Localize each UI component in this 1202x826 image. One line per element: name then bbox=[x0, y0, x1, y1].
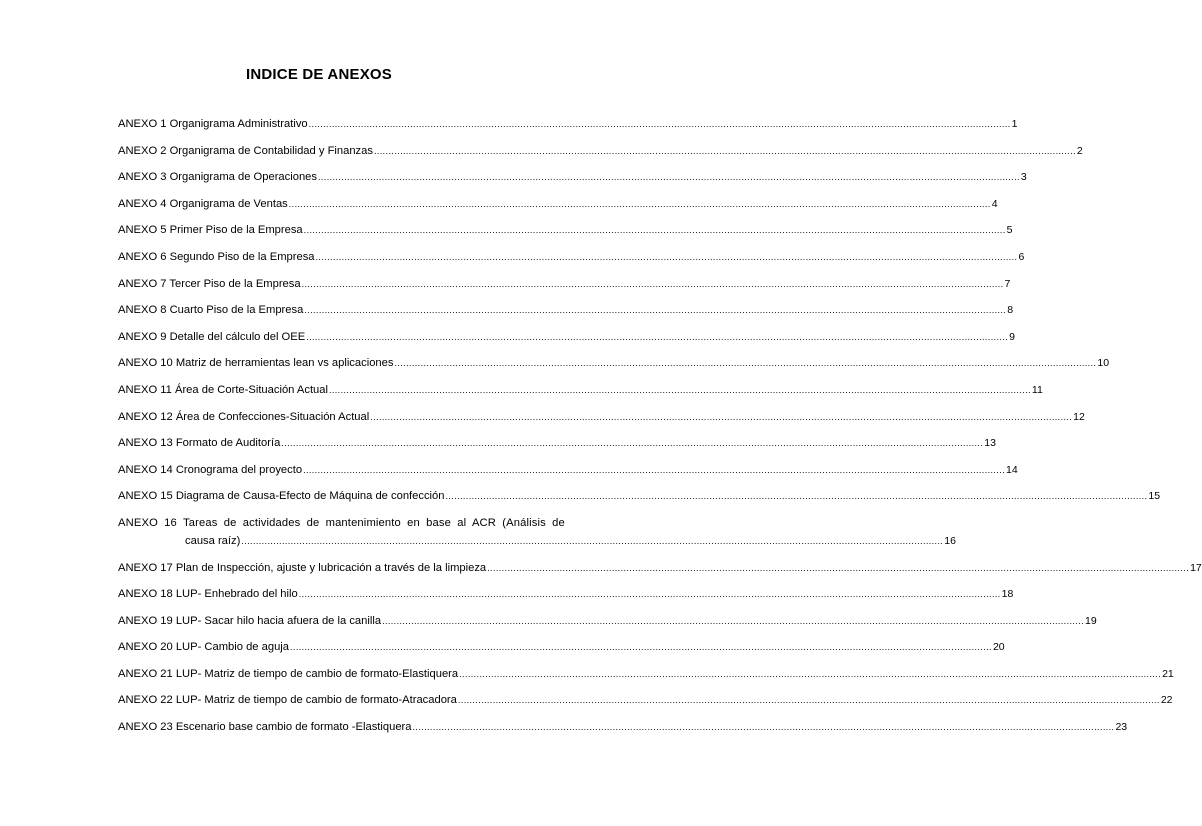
dot-leader bbox=[289, 197, 991, 211]
toc-entry-19[interactable] bbox=[118, 614, 1097, 628]
toc-entry-label: ANEXO 10 Matriz de herramientas lean vs aplicaciones bbox=[118, 357, 394, 370]
toc-entry-label: ANEXO 23 Escenario base cambio de formato -Elastiquera bbox=[118, 721, 412, 734]
toc-entry-label: ANEXO 5 Primer Piso de la Empresa bbox=[118, 224, 303, 237]
toc-entry-page: 5 bbox=[1006, 224, 1013, 237]
toc-entry-1[interactable] bbox=[118, 117, 1018, 131]
toc-entry-label: ANEXO 16 Tareas de actividades de mantenimiento en base al ACR (Análisis de bbox=[118, 516, 565, 529]
toc-entry-label: ANEXO 8 Cuarto Piso de la Empresa bbox=[118, 304, 304, 317]
toc-entry-page: 2 bbox=[1076, 144, 1083, 157]
toc-entry-17[interactable] bbox=[118, 561, 1202, 575]
toc-entry-12[interactable] bbox=[118, 410, 1085, 424]
toc-entry-15[interactable] bbox=[118, 489, 1161, 503]
toc-entry-page: 17 bbox=[1190, 561, 1202, 574]
dot-leader bbox=[309, 117, 1011, 131]
toc-entry-page: 9 bbox=[1009, 330, 1015, 343]
toc-entry-8[interactable] bbox=[118, 303, 1014, 317]
toc-entry-21[interactable] bbox=[118, 667, 1174, 681]
toc-entry-18[interactable] bbox=[118, 587, 1014, 601]
dot-leader bbox=[413, 720, 1115, 734]
toc-entry-11[interactable] bbox=[118, 383, 1043, 397]
toc-entry-page: 23 bbox=[1115, 721, 1128, 734]
toc-entry-page: 20 bbox=[992, 641, 1005, 654]
toc-entry-page: 3 bbox=[1020, 171, 1027, 184]
toc-entry-page: 19 bbox=[1084, 614, 1097, 627]
dot-leader bbox=[290, 640, 992, 654]
toc-entry-page: 4 bbox=[991, 197, 998, 210]
toc-entry-14[interactable] bbox=[118, 463, 1018, 477]
toc-entry-page: 12 bbox=[1073, 410, 1085, 423]
toc-entry-label-continued: causa raíz) bbox=[185, 534, 241, 547]
toc-entry-22[interactable] bbox=[118, 693, 1173, 707]
dot-leader bbox=[281, 436, 983, 450]
toc-entry-label: ANEXO 14 Cronograma del proyecto bbox=[118, 463, 303, 476]
dot-leader bbox=[446, 489, 1148, 503]
dot-leader bbox=[304, 223, 1006, 237]
toc-entry-10[interactable] bbox=[118, 356, 1110, 370]
dot-leader bbox=[394, 356, 1096, 370]
dot-leader bbox=[241, 534, 943, 548]
toc-entry-label: ANEXO 3 Organigrama de Operaciones bbox=[118, 171, 317, 184]
toc-entry-label: ANEXO 15 Diagrama de Causa-Efecto de Máquina de confección bbox=[118, 490, 445, 503]
dot-leader bbox=[370, 410, 1072, 424]
table-of-contents bbox=[118, 117, 1202, 747]
toc-entry-page: 8 bbox=[1007, 304, 1014, 317]
dot-leader bbox=[382, 614, 1084, 628]
toc-entry-9[interactable] bbox=[118, 330, 1015, 344]
toc-entry-5[interactable] bbox=[118, 223, 1013, 237]
dot-leader bbox=[299, 587, 1001, 601]
toc-entry-label: ANEXO 9 Detalle del cálculo del OEE bbox=[118, 330, 306, 343]
toc-entry-page: 7 bbox=[1004, 277, 1011, 290]
dot-leader bbox=[329, 383, 1031, 397]
dot-leader bbox=[459, 667, 1161, 681]
toc-entry-2[interactable] bbox=[118, 144, 1083, 158]
dot-leader bbox=[303, 463, 1005, 477]
dot-leader bbox=[316, 250, 1018, 264]
toc-entry-label: ANEXO 6 Segundo Piso de la Empresa bbox=[118, 250, 315, 263]
dot-leader bbox=[306, 330, 1008, 344]
toc-entry-7[interactable] bbox=[118, 277, 1011, 291]
toc-entry-label: ANEXO 21 LUP- Matriz de tiempo de cambio de formato-Elastiquera bbox=[118, 667, 459, 680]
page-title: INDICE DE ANEXOS bbox=[245, 66, 392, 83]
toc-entry-label: ANEXO 12 Área de Confecciones-Situación Actual bbox=[118, 410, 370, 423]
toc-entry-label: ANEXO 11 Área de Corte-Situación Actual bbox=[118, 383, 328, 396]
toc-entry-label: ANEXO 20 LUP- Cambio de aguja bbox=[118, 641, 290, 654]
toc-entry-page: 21 bbox=[1162, 667, 1174, 680]
toc-entry-page: 22 bbox=[1160, 694, 1173, 707]
dot-leader bbox=[304, 303, 1006, 317]
toc-entry-label: ANEXO 19 LUP- Sacar hilo hacia afuera de la canilla bbox=[118, 614, 382, 627]
toc-entry-page: 11 bbox=[1031, 383, 1043, 396]
dot-leader bbox=[458, 693, 1160, 707]
toc-entry-label: ANEXO 18 LUP- Enhebrado del hilo bbox=[118, 588, 298, 601]
toc-entry-label: ANEXO 1 Organigrama Administrativo bbox=[118, 118, 308, 130]
toc-entry-page: 6 bbox=[1018, 250, 1025, 263]
dot-leader bbox=[374, 144, 1076, 158]
toc-entry-3[interactable] bbox=[118, 170, 1027, 184]
dot-leader bbox=[318, 170, 1020, 184]
toc-entry-label: ANEXO 7 Tercer Piso de la Empresa bbox=[118, 277, 301, 290]
toc-entry-page: 13 bbox=[984, 437, 996, 450]
toc-entry-page: 1 bbox=[1011, 118, 1018, 130]
toc-entry-label: ANEXO 22 LUP- Matriz de tiempo de cambio de formato-Atracadora bbox=[118, 694, 457, 707]
dot-leader bbox=[487, 561, 1189, 575]
toc-entry-page: 15 bbox=[1148, 490, 1161, 503]
dot-leader bbox=[302, 277, 1004, 291]
toc-entry-label: ANEXO 4 Organigrama de Ventas bbox=[118, 197, 288, 210]
toc-entry-label: ANEXO 17 Plan de Inspección, ajuste y lubricación a través de la limpieza bbox=[118, 561, 487, 574]
toc-entry-page: 10 bbox=[1097, 357, 1110, 370]
toc-entry-page: 18 bbox=[1001, 588, 1014, 601]
toc-entry-4[interactable] bbox=[118, 197, 998, 211]
toc-entry-label: ANEXO 2 Organigrama de Contabilidad y Finanzas bbox=[118, 144, 373, 157]
toc-entry-page: 16 bbox=[944, 534, 956, 547]
toc-entry-13[interactable] bbox=[118, 436, 996, 450]
toc-entry-20[interactable] bbox=[118, 640, 1005, 654]
toc-entry-16[interactable] bbox=[118, 516, 956, 548]
toc-entry-label: ANEXO 13 Formato de Auditoría bbox=[118, 437, 281, 450]
toc-entry-23[interactable] bbox=[118, 720, 1128, 734]
toc-entry-6[interactable] bbox=[118, 250, 1025, 264]
toc-entry-page: 14 bbox=[1006, 463, 1018, 476]
